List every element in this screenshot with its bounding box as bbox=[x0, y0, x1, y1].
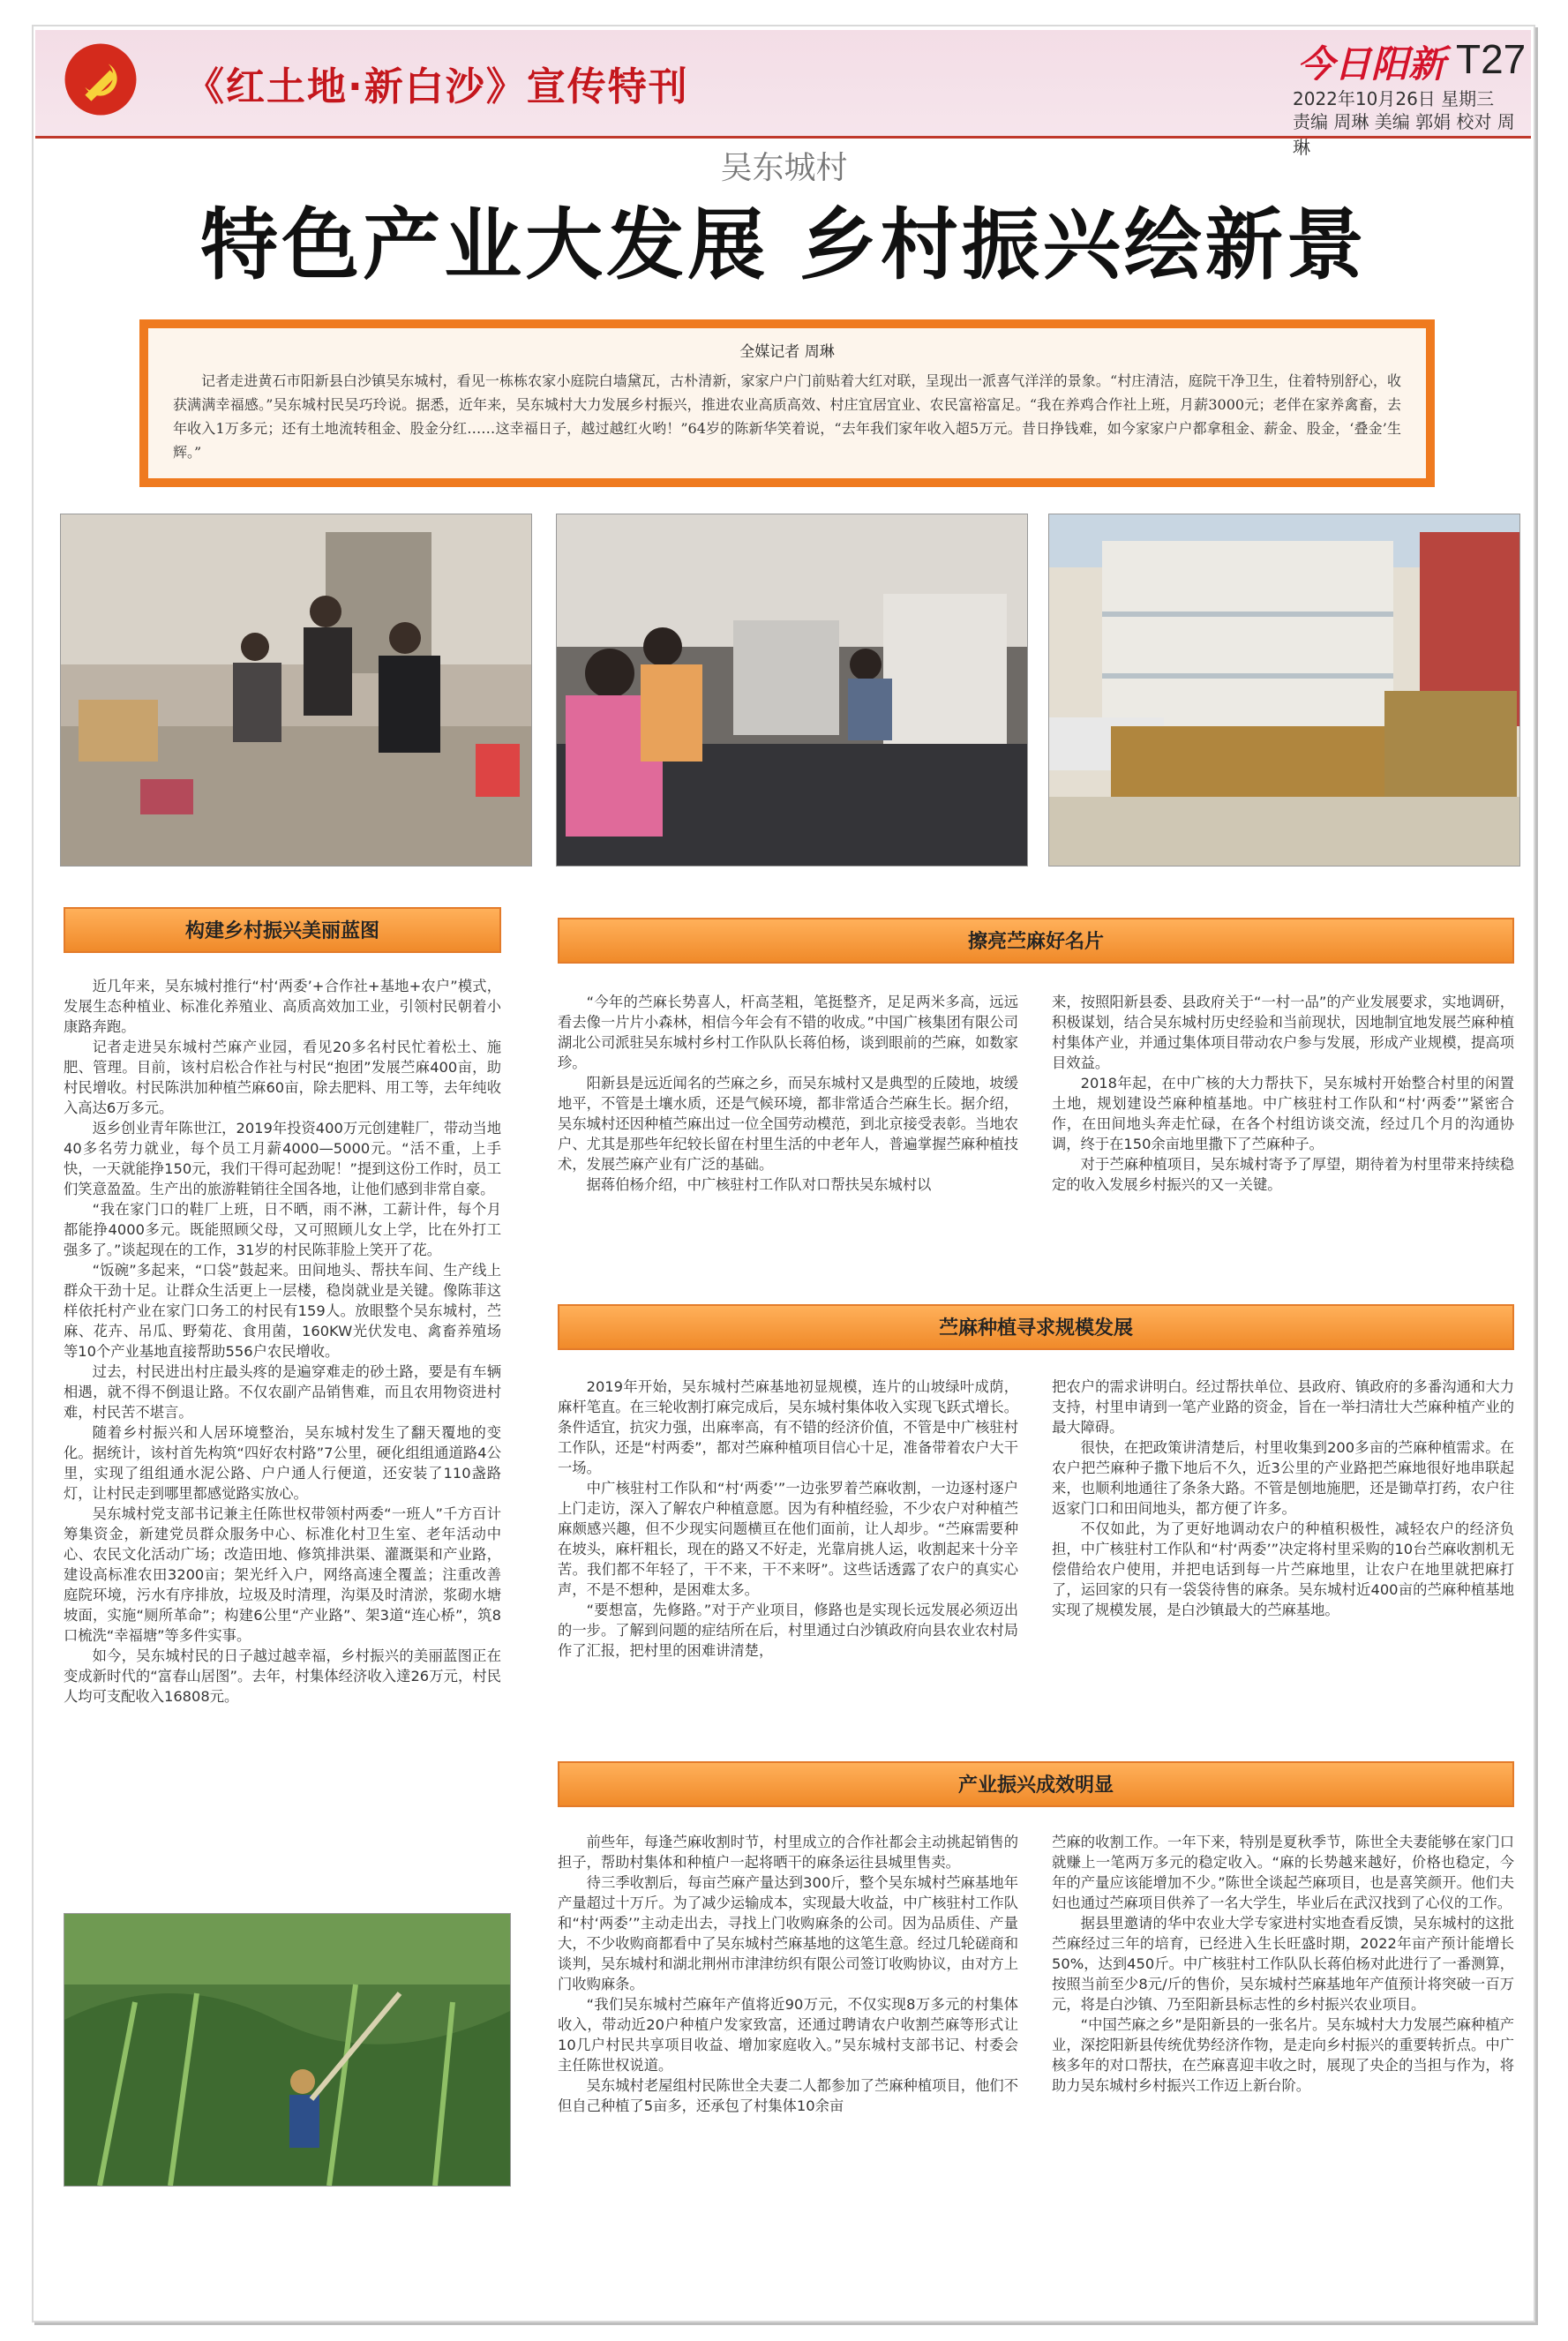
paragraph: 2019年开始，吴东城村苎麻基地初显规模，连片的山坡绿叶成荫，麻杆笔直。在三轮收割打麻完成后，吴东城村集体收入实现飞跃式增长。条件适宜，抗灾力强，出麻率高，有不错的经济价值，不管是中广核驻村工作队，还是“村两委”，都对苎麻种植项目信心十足，准备带着农户大干一场。 bbox=[558, 1378, 1018, 1476]
issue-date: 2022年10月26日 星期三 bbox=[1293, 88, 1495, 109]
paragraph: 前些年，每逢苎麻收割时节，村里成立的合作社都会主动挑起销售的担子，帮助村集体和种植户一起将晒干的麻条运往县城里售卖。 bbox=[558, 1834, 1018, 1871]
page-headline: 特色产业大发展 乡村振兴绘新景 bbox=[200, 199, 1368, 290]
paragraph: “我们吴东城村苎麻年产值将近90万元，不仅实现8万多元的村集体收入，带动近20户种植户发家致富，还通过聘请农户收割苎麻等形式让10几户村民共享项目收益、增加家庭收入。”吴东城村支部书记、村委会主任陈世权说道。 bbox=[558, 1996, 1018, 2074]
newspaper-logo: 今日阳新 bbox=[1297, 42, 1446, 86]
paragraph: 近几年来，吴东城村推行“村‘两委’+合作社+基地+农户”模式，发展生态种植业、标准化养殖业、高质高效加工业，引领村民朝着小康路奔跑。 bbox=[64, 978, 501, 1035]
headline-kicker: 吴东城村 bbox=[720, 150, 848, 186]
section-heading-industry-results: 产业振兴成效明显 bbox=[558, 1761, 1514, 1807]
column-s2-a bbox=[558, 992, 1018, 1257]
photo-ramie-drying bbox=[1048, 514, 1520, 867]
paragraph: 待三季收割后，每亩苎麻产量达到300斤，整个吴东城村苎麻基地年产量超过十万斤。为了减少运输成本，实现最大收益，中广核驻村工作队和“村‘两委’”主动走出去，寻找上门收购麻条的公司。因为品质佳、产量大，不少收购商都看中了吴东城村苎麻基地的这笔生意。经过几轮磋商和谈判，吴东城村和湖北荆州市津津纺织有限公司签订收购协议，由对方上门收购麻条。 bbox=[558, 1874, 1018, 1992]
paragraph: 据县里邀请的华中农业大学专家进村实地查看反馈，吴东城村的这批苎麻经过三年的培育，已经进入生长旺盛时期，2022年亩产预计能增长50%，达到450斤。中广核驻村工作队队长蒋伯杨对此进行了一番测算，按照当前至少8元/斤的售价，吴东城村苎麻基地年产值预计将突破一百万元，将是白沙镇、乃至阳新县标志性的乡村振兴农业项目。 bbox=[1052, 1915, 1514, 2013]
paragraph: 吴东城村老屋组村民陈世全夫妻二人都参加了苎麻种植项目，他们不但自己种植了5亩多，还承包了村集体10余亩 bbox=[558, 2077, 1018, 2114]
column-s4-a bbox=[558, 1832, 1018, 2202]
photo-shoe-factory bbox=[556, 514, 1028, 867]
column-s3-b bbox=[1052, 1377, 1514, 1740]
paragraph: 随着乡村振兴和人居环境整治，吴东城村发生了翻天覆地的变化。据统计，该村首先构筑“四好农村路”7公里，硬化组组通道路4公里，实现了组组通水泥公路、户户通人行便道，还安装了110盏路灯，让村民走到哪里都感觉路实放心。 bbox=[64, 1424, 501, 1502]
paragraph: “要想富，先修路。”对于产业项目，修路也是实现长远发展必须迈出的一步。了解到问题的症结所在后，村里通过白沙镇政府向县农业农村局作了汇报，把村里的困难讲清楚， bbox=[558, 1602, 1018, 1659]
column-left bbox=[64, 976, 501, 1910]
paragraph: 来，按照阳新县委、县政府关于“一村一品”的产业发展要求，实地调研，积极谋划，结合吴东城村历史经验和当前现状，因地制宜地发展苎麻种植村集体产业，并通过集体项目带动农户参与发展，形成产业规模，提高项目效益。 bbox=[1052, 994, 1514, 1071]
section-heading-blueprint: 构建乡村振兴美丽蓝图 bbox=[64, 907, 501, 953]
paragraph: 据蒋伯杨介绍，中广核驻村工作队对口帮扶吴东城村以 bbox=[586, 1176, 932, 1193]
page-number: T27 bbox=[1456, 36, 1527, 82]
intro-box bbox=[139, 319, 1435, 487]
paragraph: 不仅如此，为了更好地调动农户的种植积极性，减轻农户的经济负担，中广核驻村工作队和“村‘两委’”决定将村里采购的10台苎麻收割机无偿借给农户使用，并把电话到每一片苎麻地里，让农户在地里就把麻打了，运回家的只有一袋袋待售的麻条。吴东城村近400亩的苎麻种植基地实现了规模发展，是白沙镇最大的苎麻基地。 bbox=[1052, 1520, 1514, 1618]
byline: 全媒记者 周琳 bbox=[739, 343, 835, 361]
party-emblem-icon bbox=[62, 41, 139, 118]
special-edition-title: 《红土地·新白沙》宣传特刊 bbox=[185, 64, 689, 109]
paragraph: 2018年起，在中广核的大力帮扶下，吴东城村开始整合村里的闲置土地，规划建设苎麻种植基地。中广核驻村工作队和“村‘两委’”紧密合作，在田间地头奔走忙碌，在各个村组访谈交流，经过几个月的沟通协调，终于在150余亩地里撒下了苎麻种子。 bbox=[1052, 1075, 1514, 1152]
editor-credits: 责编 周琳 美编 郭娟 校对 周琳 bbox=[1293, 111, 1515, 158]
section-heading-ramie-brand: 擦亮苎麻好名片 bbox=[558, 918, 1514, 964]
paragraph: 对于苎麻种植项目，吴东城村寄予了厚望，期待着为村里带来持续稳定的收入发展乡村振兴的又一关键。 bbox=[1052, 1156, 1514, 1193]
paragraph: “今年的苎麻长势喜人，杆高茎粗，笔挺整齐，足足两米多高，远远看去像一片片小森林，相信今年会有不错的收成。”中国广核集团有限公司湖北公司派驻吴东城村乡村工作队队长蒋伯杨，谈到眼前的苎麻，如数家珍。 bbox=[558, 994, 1018, 1071]
paragraph: 阳新县是远近闻名的苎麻之乡，而吴东城村又是典型的丘陵地，坡缓地平，不管是土壤水质，还是气候环境，都非常适合苎麻生长。据介绍，吴东城村还因种植苎麻出过一位全国劳动模范，到北京接受表彰。当地农户、尤其是那些年纪较长留在村里生活的中老年人，普遍掌握苎麻种植技术，发展苎麻产业有广泛的基础。 bbox=[558, 1075, 1018, 1173]
masthead bbox=[35, 30, 1531, 158]
paragraph: 记者走进吴东城村苎麻产业园，看见20多名村民忙着松土、施肥、管理。目前，该村启松合作社与村民“抱团”发展苎麻400亩，助村民增收。村民陈洪加种植苎麻60亩，除去肥料、用工等，去年纯收入高达6万多元。 bbox=[64, 1039, 501, 1116]
photo-villagers-meeting bbox=[60, 514, 532, 867]
intro-inner bbox=[148, 328, 1426, 478]
column-s3-a bbox=[558, 1377, 1018, 1740]
paragraph: 如今，吴东城村民的日子越过越幸福，乡村振兴的美丽蓝图正在变成新时代的“富春山居图”。去年，村集体经济收入達26万元，村民人均可支配收入16808元。 bbox=[64, 1647, 501, 1705]
section-heading-scale-development: 苎麻种植寻求规模发展 bbox=[558, 1304, 1514, 1350]
column-s2-b bbox=[1052, 992, 1514, 1257]
paragraph: 把农户的需求讲明白。经过帮扶单位、县政府、镇政府的多番沟通和大力支持，村里申请到一笔产业路的资金，旨在一举扫清壮大苎麻种植产业的最大障碍。 bbox=[1052, 1378, 1514, 1436]
paragraph: 吴东城村党支部书记兼主任陈世权带领村两委“一班人”千方百计筹集资金，新建党员群众服务中心、标准化村卫生室、老年活动中心、农民文化活动广场；改造田地、修筑排洪渠、灌溉渠和产业路，建设高标准农田3200亩；架光纤入户，网络高速全覆盖；注重改善庭院环境，污水有序排放，垃圾及时清理，沟渠及时清淤，浆砌水塘坡面，实施“厕所革命”；构建6公里“产业路”、架3道“连心桥”，筑8口梳洗“幸福塘”等多件实事。 bbox=[64, 1505, 501, 1644]
column-s4-b bbox=[1052, 1832, 1514, 2202]
paragraph: “中国苎麻之乡”是阳新县的一张名片。吴东城村大力发展苎麻种植产业，深挖阳新县传统优势经济作物，是走向乡村振兴的重要转折点。中广核多年的对口帮扶，在苎麻喜迎丰收之时，展现了央企的当担与作为，将助力吴东城村乡村振兴工作迈上新台阶。 bbox=[1052, 2016, 1514, 2094]
intro-paragraph: 记者走进黄石市阳新县白沙镇吴东城村，看见一栋栋农家小庭院白墙黛瓦，古朴清新，家家户户门前贴着大红对联，呈现出一派喜气洋洋的景象。“村庄清洁，庭院干净卫生，住着特别舒心，收获满满幸福感。”吴东城村民吴巧玲说。据悉，近年来，吴东城村大力发展乡村振兴，推进农业高质高效、村庄宜居宜业、农民富裕富足。“我在养鸡合作社上班，月薪3000元；老伴在家养禽畜，去年收入1万多元；还有土地流转租金、股金分红……这幸福日子，越过越红火哟！”64岁的陈新华笑着说，“去年我们家年收入超5万元。昔日挣钱难，如今家家户户都拿租金、薪金、股金，‘叠金’生辉。” bbox=[173, 372, 1401, 461]
paragraph: 很快，在把政策讲清楚后，村里收集到200多亩的苎麻种植需求。在农户把苎麻种子撒下地后不久，近3公里的产业路把苎麻地很好地串联起来，也顺利地通往了条条大路。不管是刨地施肥，还是锄草打药，农户往返家门口和田间地头，都方便了许多。 bbox=[1052, 1439, 1514, 1517]
paragraph: 过去，村民进出村庄最头疼的是遍穿难走的砂土路，要是有车辆相遇，就不得不倒退让路。不仅农副产品销售难，而且农用物资进村难，村民苦不堪言。 bbox=[64, 1363, 501, 1421]
paragraph: “饭碗”多起来，“口袋”鼓起来。田间地头、帮扶车间、生产线上群众干劲十足。让群众生活更上一层楼，稳岗就业是关键。像陈菲这样依托村产业在家门口务工的村民有159人。放眼整个吴东城村，苎麻、花卉、吊瓜、野菊花、食用菌，160KW光伏发电、禽畜养殖场等10个产业基地直接帮助556户农民增收。 bbox=[64, 1262, 501, 1360]
paragraph: 苎麻的收割工作。一年下来，特别是夏秋季节，陈世全夫妻能够在家门口就赚上一笔两万多元的稳定收入。“麻的长势越来越好，价格也稳定，今年的产量应该能增加不少。”陈世全谈起苎麻项目，也是喜笑颜开。他们夫妇也通过苎麻项目供养了一名大学生，毕业后在武汉找到了心仪的工作。 bbox=[1052, 1834, 1514, 1911]
paragraph: 返乡创业青年陈世江，2019年投资400万元创建鞋厂，带动当地40多名劳力就业，每个员工月薪4000—5000元。“活不重，上手快，一天就能挣150元，我们干得可起劲呢！”提到这份工作时，员工们笑意盈盈。生产出的旅游鞋销往全国各地，让他们感到非常自豪。 bbox=[64, 1120, 501, 1197]
paragraph: 中广核驻村工作队和“村‘两委’”一边张罗着苎麻收割，一边逐村逐户上门走访，深入了解农户种植意愿。因为有种植经验，不少农户对种植苎麻颇感兴趣，但不少现实问题横亘在他们面前，让人却步。“苎麻需要种在坡头，麻杆粗长，现在的路又不好走，光靠肩挑人运，收割起来十分辛苦。我们都不年轻了，干不来，干不来呀”。这些话透露了农户的真实心声，不是不想种，是困难太多。 bbox=[558, 1480, 1018, 1598]
photo-ramie-field bbox=[64, 1913, 511, 2187]
paragraph: “我在家门口的鞋厂上班，日不晒，雨不淋，工薪计件，每个月都能挣4000多元。既能照顾父母，又可照顾儿女上学，比在外打工强多了。”谈起现在的工作，31岁的村民陈菲脸上笑开了花。 bbox=[64, 1201, 501, 1258]
